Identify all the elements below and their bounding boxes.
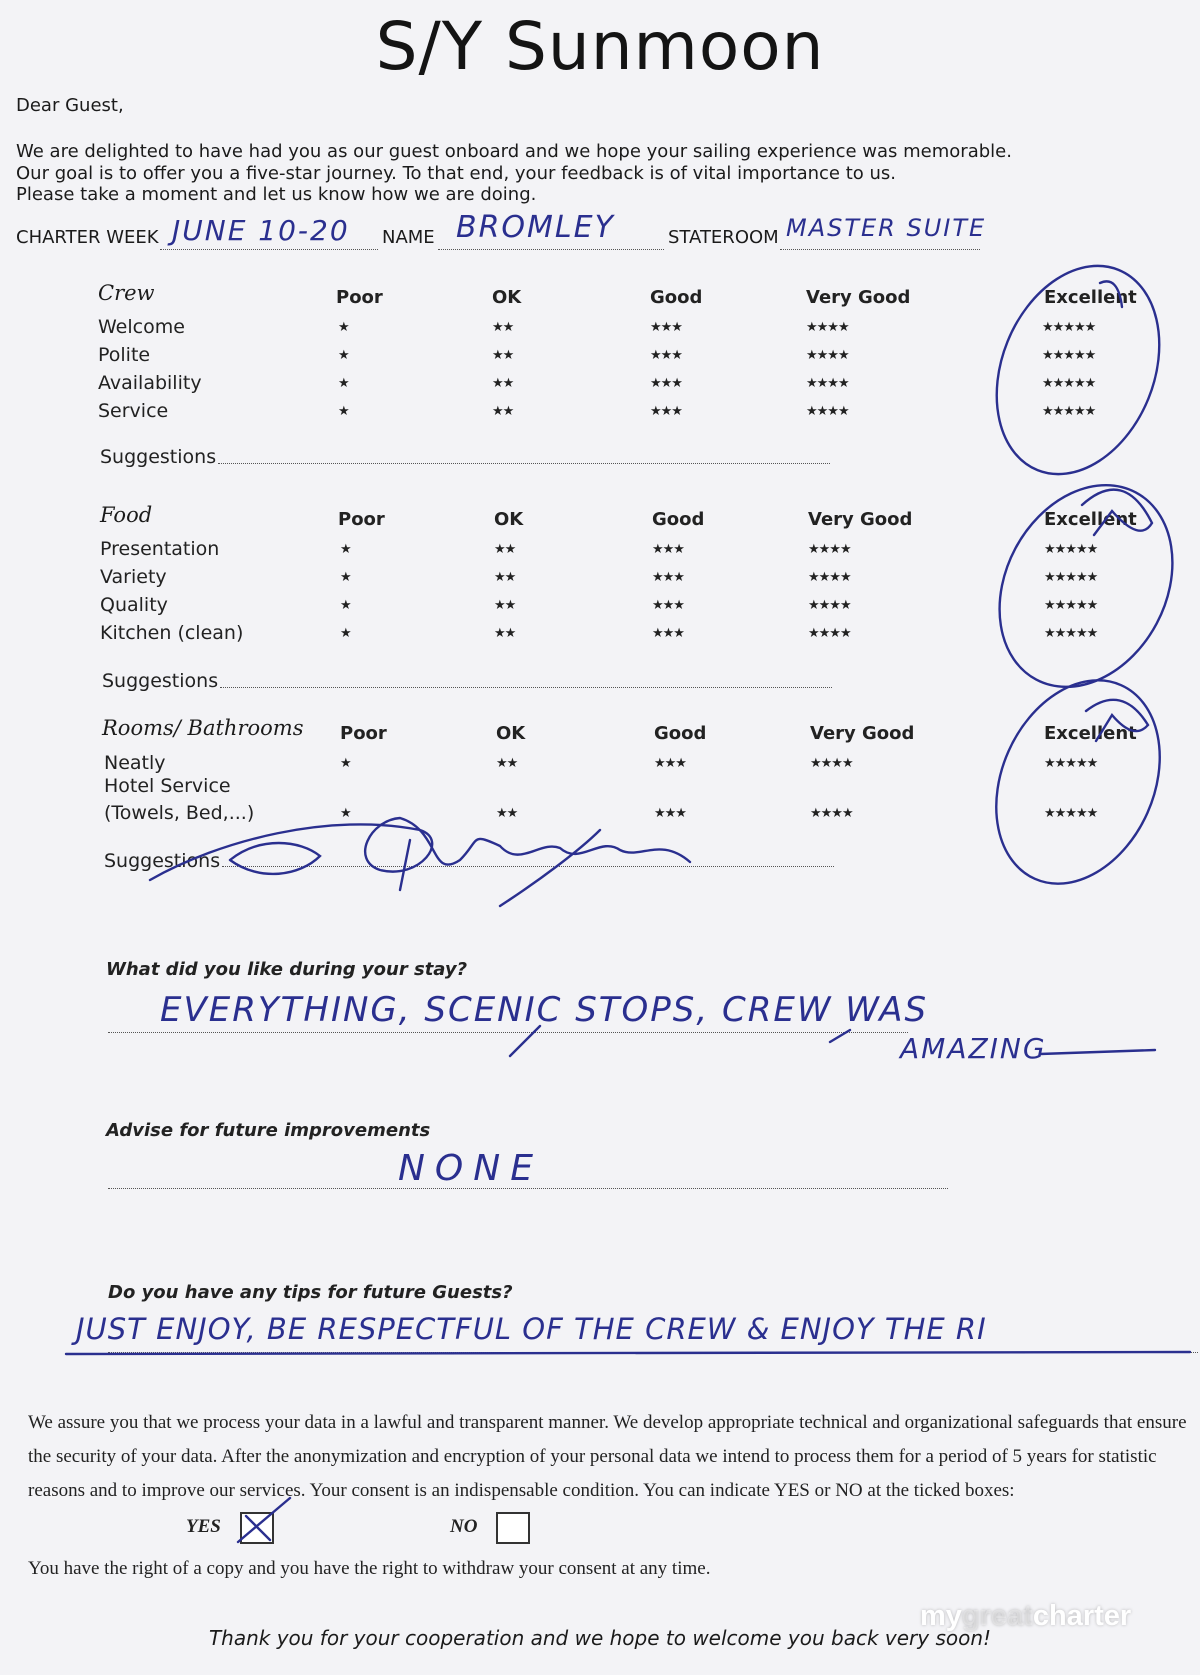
crew-col-poor: Poor (336, 287, 383, 308)
crew-row-availability: Availability (98, 372, 202, 394)
consent-no-label: NO (450, 1516, 478, 1537)
crew-row-polite: Polite (98, 344, 151, 366)
food-row-presentation: Presentation (100, 538, 220, 560)
food-variety-good[interactable]: ★★★ (652, 570, 684, 585)
rooms-neatly-excellent[interactable]: ★★★★★ (1044, 756, 1098, 771)
food-excellent-circle (966, 455, 1200, 717)
food-row-variety: Variety (100, 566, 167, 588)
consent-text: We assure you that we process your data in a lawful and transparent manner. We develop appropriate technical and organizational safeguards that ensure the security of your data. After the anonymization and encryption of your personal data we intend to process them for a period of 5 years for statistic reasons and to improve our services. Your consent is an indispensable condition. You can indicate YES or NO at the ticked boxes: (28, 1412, 1187, 1501)
crew-heading: Crew (98, 281, 155, 305)
rooms-col-very-good: Very Good (810, 723, 915, 744)
crew-col-excellent: Excellent (1044, 287, 1137, 308)
food-variety-excellent[interactable]: ★★★★★ (1044, 570, 1098, 585)
food-presentation-very-good[interactable]: ★★★★ (808, 542, 851, 557)
crew-service-very-good[interactable]: ★★★★ (806, 404, 849, 419)
signature-scribble (150, 818, 690, 906)
rooms-excellent-circle (965, 654, 1190, 909)
intro-line-2: Our goal is to offer you a five-star journey. To that end, your feedback is of vital importance to us. (16, 163, 897, 184)
rooms-row-neatly: Neatly (104, 752, 166, 774)
food-presentation-excellent[interactable]: ★★★★★ (1044, 542, 1098, 557)
answer-liked-flourish (510, 1026, 1155, 1056)
rooms-suggestions-label: Suggestions (104, 850, 221, 872)
food-variety-very-good[interactable]: ★★★★ (808, 570, 851, 585)
rooms-col-good: Good (654, 723, 707, 744)
food-presentation-poor[interactable]: ★ (340, 542, 351, 557)
crew-availability-very-good[interactable]: ★★★★ (806, 376, 849, 391)
rooms-row-towels-bed: (Towels, Bed,...) (104, 802, 255, 824)
food-suggestions-label: Suggestions (102, 670, 219, 692)
crew-excellent-circle (967, 241, 1189, 498)
crew-service-good[interactable]: ★★★ (650, 404, 682, 419)
food-presentation-good[interactable]: ★★★ (652, 542, 684, 557)
food-variety-poor[interactable]: ★ (340, 570, 351, 585)
rooms-col-poor: Poor (340, 723, 387, 744)
question-improvements: Advise for future improvements (106, 1120, 431, 1141)
food-suggestions-line[interactable] (220, 687, 832, 688)
charter-week-label: CHARTER WEEK (16, 227, 159, 248)
crew-col-good: Good (650, 287, 703, 308)
footer-thanks: Thank you for your cooperation and we hope to welcome you back very soon! (208, 1626, 992, 1650)
answer-liked-line1[interactable]: EVERYTHING, SCENIC STOPS, CREW WAS (160, 990, 929, 1030)
charter-week-line (160, 249, 378, 250)
question-tips: Do you have any tips for future Guests? (108, 1282, 513, 1303)
crew-col-very-good: Very Good (806, 287, 911, 308)
charter-week-value[interactable]: JUNE 10-20 (172, 214, 350, 247)
name-label: NAME (382, 227, 435, 248)
crew-availability-poor[interactable]: ★ (338, 376, 349, 391)
crew-availability-ok[interactable]: ★★ (492, 376, 514, 391)
crew-polite-poor[interactable]: ★ (338, 348, 349, 363)
crew-service-excellent[interactable]: ★★★★★ (1042, 404, 1096, 419)
intro-line-3: Please take a moment and let us know how we are doing. (16, 184, 537, 205)
food-row-quality: Quality (100, 594, 168, 616)
form-title: S/Y Sunmoon (375, 8, 825, 85)
intro-line-1: We are delighted to have had you as our guest onboard and we hope your sailing experience was memorable. (16, 141, 1012, 162)
stateroom-line (780, 249, 980, 250)
crew-suggestions-line[interactable] (218, 463, 830, 464)
question-liked: What did you like during your stay? (106, 959, 468, 980)
rooms-neatly-ok[interactable]: ★★ (496, 756, 518, 771)
crew-availability-excellent[interactable]: ★★★★★ (1042, 376, 1096, 391)
crew-row-welcome: Welcome (98, 316, 185, 338)
food-col-good: Good (652, 509, 705, 530)
rooms-row-hotel-service: Hotel Service (104, 775, 231, 797)
food-quality-ok[interactable]: ★★ (494, 598, 516, 613)
crew-availability-good[interactable]: ★★★ (650, 376, 682, 391)
food-heading: Food (100, 503, 153, 527)
food-col-poor: Poor (338, 509, 385, 530)
stateroom-label: STATEROOM (668, 227, 779, 248)
food-quality-poor[interactable]: ★ (340, 598, 351, 613)
consent-no-checkbox[interactable] (496, 1512, 530, 1544)
answer-liked-line[interactable] (108, 1032, 908, 1033)
watermark-great: great (961, 1600, 1033, 1632)
food-kitchen-ok[interactable]: ★★ (494, 626, 516, 641)
food-kitchen-very-good[interactable]: ★★★★ (808, 626, 851, 641)
crew-polite-good[interactable]: ★★★ (650, 348, 682, 363)
crew-suggestions-label: Suggestions (100, 446, 217, 468)
crew-welcome-good[interactable]: ★★★ (650, 320, 682, 335)
crew-col-ok: OK (492, 287, 522, 308)
food-quality-good[interactable]: ★★★ (652, 598, 684, 613)
stateroom-value[interactable]: MASTER SUITE (786, 214, 987, 242)
food-row-kitchen: Kitchen (clean) (100, 622, 244, 644)
food-col-very-good: Very Good (808, 509, 913, 530)
crew-service-poor[interactable]: ★ (338, 404, 349, 419)
food-quality-very-good[interactable]: ★★★★ (808, 598, 851, 613)
food-kitchen-good[interactable]: ★★★ (652, 626, 684, 641)
crew-welcome-ok[interactable]: ★★ (492, 320, 514, 335)
crew-polite-ok[interactable]: ★★ (492, 348, 514, 363)
food-col-ok: OK (494, 509, 524, 530)
consent-yes-label: YES (186, 1516, 221, 1537)
answer-improvements[interactable]: NONE (398, 1148, 543, 1189)
crew-row-service: Service (98, 400, 169, 422)
crew-welcome-poor[interactable]: ★ (338, 320, 349, 335)
rooms-col-ok: OK (496, 723, 526, 744)
rooms-hotel-excellent[interactable]: ★★★★★ (1044, 806, 1098, 821)
rooms-heading: Rooms/ Bathrooms (102, 716, 304, 740)
food-quality-excellent[interactable]: ★★★★★ (1044, 598, 1098, 613)
rooms-neatly-very-good[interactable]: ★★★★ (810, 756, 853, 771)
greeting: Dear Guest, (16, 95, 124, 116)
crew-polite-very-good[interactable]: ★★★★ (806, 348, 849, 363)
watermark-charter: charter (1032, 1600, 1132, 1632)
consent-yes-checkbox[interactable] (240, 1512, 274, 1544)
rooms-suggestions-line[interactable] (222, 866, 834, 867)
consent-rights-text: You have the right of a copy and you have the right to withdraw your consent at any time. (28, 1558, 711, 1579)
food-presentation-ok[interactable]: ★★ (494, 542, 516, 557)
rooms-hotel-good[interactable]: ★★★ (654, 806, 686, 821)
rooms-col-excellent: Excellent (1044, 723, 1137, 744)
food-col-excellent: Excellent (1044, 509, 1137, 530)
rooms-neatly-good[interactable]: ★★★ (654, 756, 686, 771)
name-line (438, 249, 664, 250)
crew-welcome-excellent[interactable]: ★★★★★ (1042, 320, 1096, 335)
food-kitchen-poor[interactable]: ★ (340, 626, 351, 641)
answer-tips[interactable]: JUST ENJOY, BE RESPECTFUL OF THE CREW & ENJOY THE RI (76, 1312, 987, 1346)
crew-service-ok[interactable]: ★★ (492, 404, 514, 419)
food-kitchen-excellent[interactable]: ★★★★★ (1044, 626, 1098, 641)
watermark-logo (920, 1600, 1131, 1633)
rooms-hotel-ok[interactable]: ★★ (496, 806, 518, 821)
watermark-my: my (920, 1600, 962, 1632)
answer-liked-line2[interactable]: AMAZING (900, 1032, 1047, 1065)
rooms-hotel-poor[interactable]: ★ (340, 806, 351, 821)
name-value[interactable]: BROMLEY (456, 210, 615, 245)
food-variety-ok[interactable]: ★★ (494, 570, 516, 585)
answer-tips-line[interactable] (108, 1352, 1198, 1353)
crew-welcome-very-good[interactable]: ★★★★ (806, 320, 849, 335)
crew-polite-excellent[interactable]: ★★★★★ (1042, 348, 1096, 363)
rooms-neatly-poor[interactable]: ★ (340, 756, 351, 771)
rooms-hotel-very-good[interactable]: ★★★★ (810, 806, 853, 821)
